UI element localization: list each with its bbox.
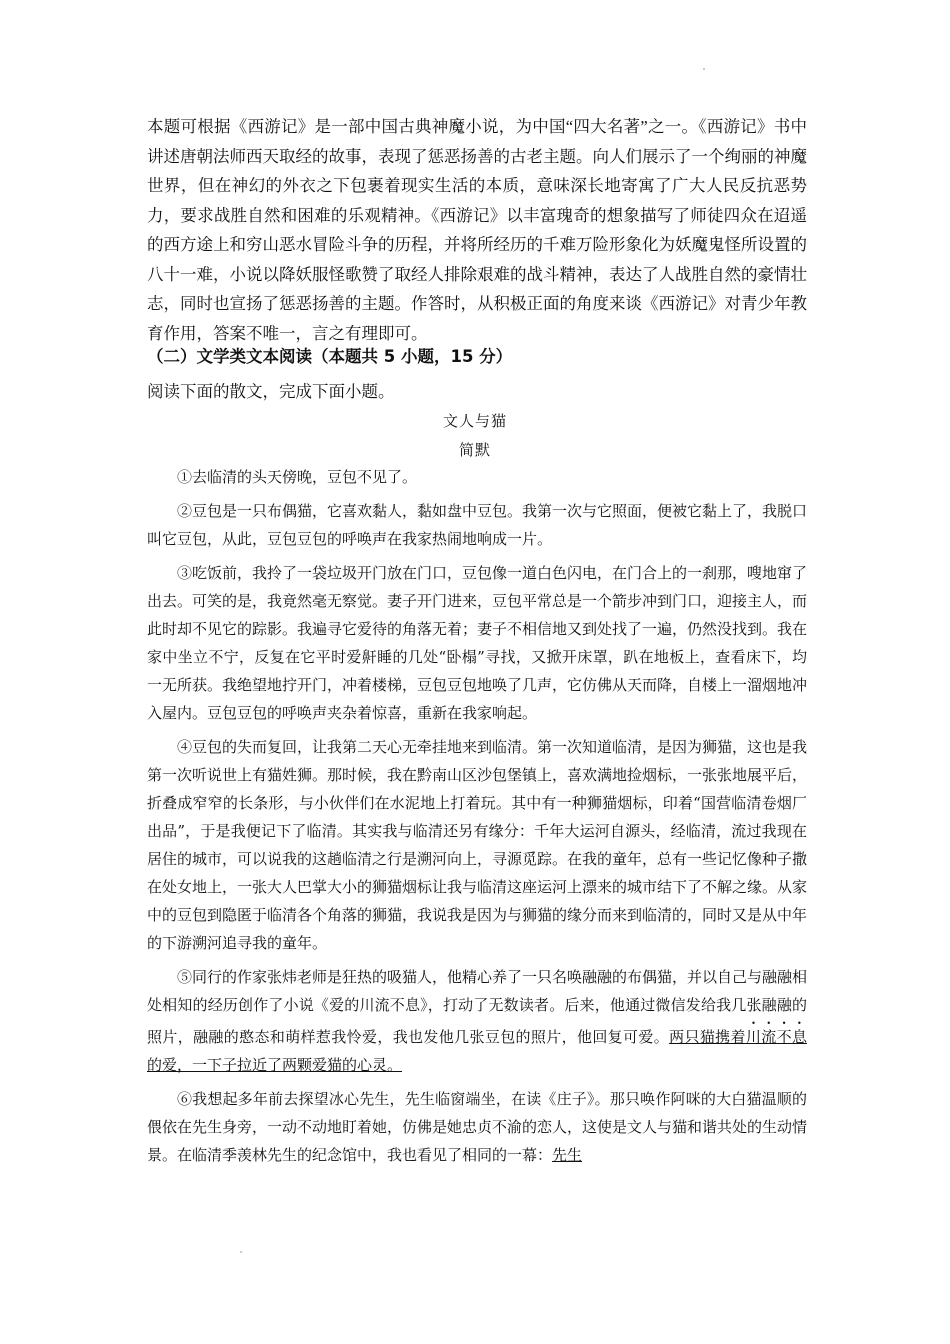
emphasized-phrase: 川流不息: [745, 1028, 807, 1046]
essay-title: 文人与猫: [442, 412, 507, 430]
essay-body: [147, 463, 807, 1175]
answer-analysis: [147, 112, 807, 348]
essay-paragraph-2: ②豆包是一只布偶猫，它喜欢黏人，黏如盘中豆包。我第一次与它照面，便被它黏上了，我脱口叫它豆包，从此，豆包豆包的呼唤声在我家热闹地响成一片。: [147, 502, 808, 548]
reading-instruction: 阅读下面的散文，完成下面小题。: [147, 382, 395, 401]
section-heading: （二）文学类文本阅读（本题共 5 小题，15 分）: [147, 347, 513, 366]
scan-mark: [240, 1251, 242, 1253]
essay-paragraph-1: ①去临清的头天傍晚，豆包不见了。: [177, 468, 418, 486]
underlined-text-start: 两只猫携着: [669, 1028, 746, 1046]
essay-author: 简默: [458, 441, 491, 459]
analysis-paragraph: 本题可根据《西游记》是一部中国古典神魔小说，为中国“四大名著”之一。《西游记》书中讲述唐朝法师西天取经的故事，表现了惩恶扬善的古老主题。向人们展示了一个绚丽的神魔世界，但在神幻的外衣之下包裹着现实生活的本质，意味深长地寄寓了广大人民反抗恶势力，要求战胜自然和困难的乐观精神。《西游记》以丰富瑰奇的想象描写了师徒四众在迢遥的西方途上和穷山恶水冒险斗争的历程，并将所经历的千难万险形象化为妖魔鬼怪所设置的八十一难，小说以降妖服怪歌赞了取经人排除艰难的战斗精神，表达了人战胜自然的豪情壮志，同时也宣扬了惩恶扬善的主题。作答时，从积极正面的角度来谈《西游记》对青少年教育作用，答案不唯一，言之有理即可。: [147, 117, 807, 343]
underlined-text-end: 的爱，一下子拉近了两颗爱猫的心灵。: [147, 1056, 403, 1074]
essay-paragraph-5: [147, 963, 807, 1079]
underlined-fragment: 先生: [552, 1146, 583, 1164]
essay-paragraph-6: [147, 1085, 807, 1169]
essay-paragraph-4: ④豆包的失而复回，让我第二天心无牵挂地来到临清。第一次知道临清，是因为狮猫，这也是我第一次听说世上有猫姓狮。那时候，我在黔南山区沙包堡镇上，喜欢满地捡烟标，一张张地展平后，折叠成窄窄的长条形，与小伙伴们在水泥地上打着玩。其中有一种狮猫烟标，印着“国营临清卷烟厂出品”，于是我便记下了临清。其实我与临清还另有缘分：千年大运河自源头，经临清，流过我现在居住的城市，可以说我的这趟临清之行是溯河向上，寻源觅踪。在我的童年，总有一些记忆像种子撒在处女地上，一张大人巴掌大小的狮猫烟标让我与临清这座运河上漂来的城市结下了不解之缘。从家中的豆包到隐匿于临清各个角落的狮猫，我说我是因为与狮猫的缘分而来到临清的，同时又是从中年的下游溯河追寻我的童年。: [147, 738, 808, 952]
paragraph-5-text: ⑤同行的作家张炜老师是狂热的吸猫人，他精心养了一只名唤融融的布偶猫，并以自己与融融相处相知的经历创作了小说《爱的川流不息》，打动了无数读者。后来，他通过微信发给我几张融融的照片，融融的憨态和萌样惹我怜爱，我也发他几张豆包的照片，他回复可爱。: [147, 968, 808, 1046]
essay-paragraph-3: ③吃饭前，我拎了一袋垃圾开门放在门口，豆包像一道白色闪电，在门合上的一刹那，嗖地窜了出去。可笑的是，我竟然毫无察觉。妻子开门进来，豆包平常总是一个箭步冲到门口，迎接主人，而此时却不见它的踪影。我遍寻它爱待的角落无着；妻子不相信地又到处找了一遍，仍然没找到。我在家中坐立不宁，反复在它平时爱鼾睡的几处“卧榻”寻找，又掀开床罩，趴在地板上，查看床下，均一无所获。我绝望地拧开门，冲着楼梯，豆包豆包地唤了几声，它仿佛从天而降，自楼上一溜烟地冲入屋内。豆包豆包的呼唤声夹杂着惊喜，重新在我家响起。: [147, 564, 808, 722]
scan-mark: [703, 68, 705, 70]
paragraph-6-text: ⑥我想起多年前去探望冰心先生，先生临窗端坐，在读《庄子》。那只唤作阿咪的大白猫温顺的偎依在先生身旁，一动不动地盯着她，仿佛是她忠贞不渝的恋人，这使是文人与猫和谐共处的生动情景。在临清季羡林先生的纪念馆中，我也看见了相同的一幕：: [147, 1090, 808, 1164]
